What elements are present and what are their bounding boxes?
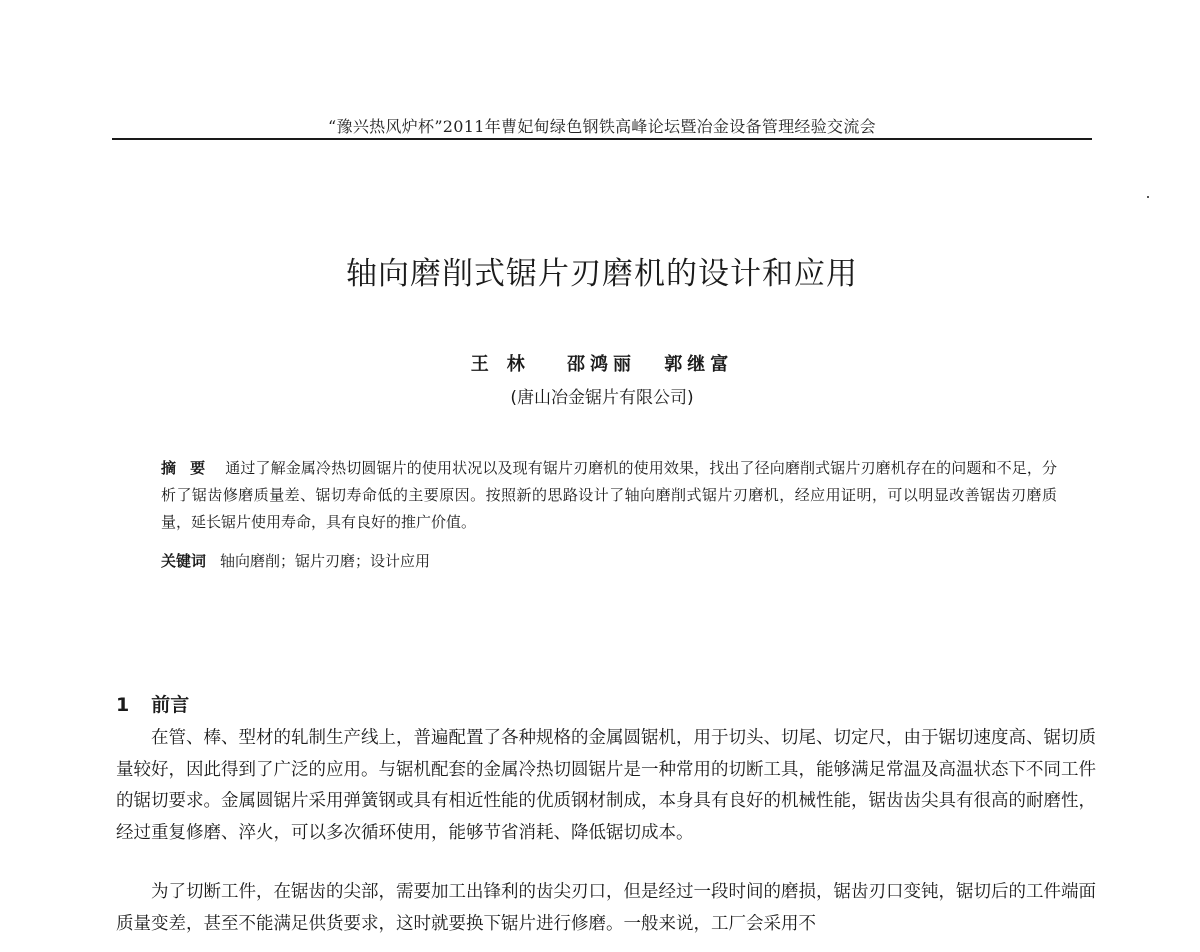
body-paragraph: 为了切断工件，在锯齿的尖部，需要加工出锋利的齿尖刃口，但是经过一段时间的磨损，锯齿刃口变钝，锯切后的工件端面质量变差，甚至不能满足供货要求，这时就要换下锯片进行修磨。一般来说，工厂会采用不 [116, 882, 1096, 934]
keywords-label: 关键词 [161, 552, 207, 570]
keywords-text: 轴向磨削；锯片刃磨；设计应用 [220, 552, 431, 570]
section-number: 1 [116, 694, 130, 716]
author-affiliation: (唐山冶金锯片有限公司) [510, 388, 694, 408]
scan-speck [1147, 196, 1149, 198]
abstract [161, 455, 1057, 536]
running-header: “豫兴热风炉杯”2011年曹妃甸绿色钢铁高峰论坛暨冶金设备管理经验交流会 [328, 117, 876, 136]
abstract-text: 通过了解金属冷热切圆锯片的使用状况以及现有锯片刃磨机的使用效果，找出了径向磨削式锯片刃磨机存在的问题和不足，分析了锯齿修磨质量差、锯切寿命低的主要原因。按照新的思路设计了轴向磨削式锯片刃磨机，经应用证明，可以明显改善锯齿刃磨质量，延长锯片使用寿命，具有良好的推广价值。 [161, 459, 1057, 531]
author-name: 郭继富 [664, 354, 734, 375]
abstract-label: 摘要 [161, 459, 220, 477]
keywords [161, 550, 1057, 572]
section-title: 前言 [151, 694, 190, 716]
paper-title: 轴向磨削式锯片刃磨机的设计和应用 [346, 256, 858, 292]
author-name: 王林 [470, 354, 543, 375]
author-list [112, 350, 1092, 376]
header-rule [112, 138, 1092, 140]
body-paragraph: 在管、棒、型材的轧制生产线上，普遍配置了各种规格的金属圆锯机，用于切头、切尾、切定尺，由于锯切速度高、锯切质量较好，因此得到了广泛的应用。与锯机配套的金属冷热切圆锯片是一种常用的切断工具，能够满足常温及高温状态下不同工件的锯切要求。金属圆锯片采用弹簧钢或具有相近性能的优质钢材制成，本身具有良好的机械性能，锯齿齿尖具有很高的耐磨性，经过重复修磨、淬火，可以多次循环使用，能够节省消耗、降低锯切成本。 [116, 728, 1096, 843]
author-name: 邵鸿丽 [567, 354, 636, 375]
section-heading [116, 690, 189, 717]
